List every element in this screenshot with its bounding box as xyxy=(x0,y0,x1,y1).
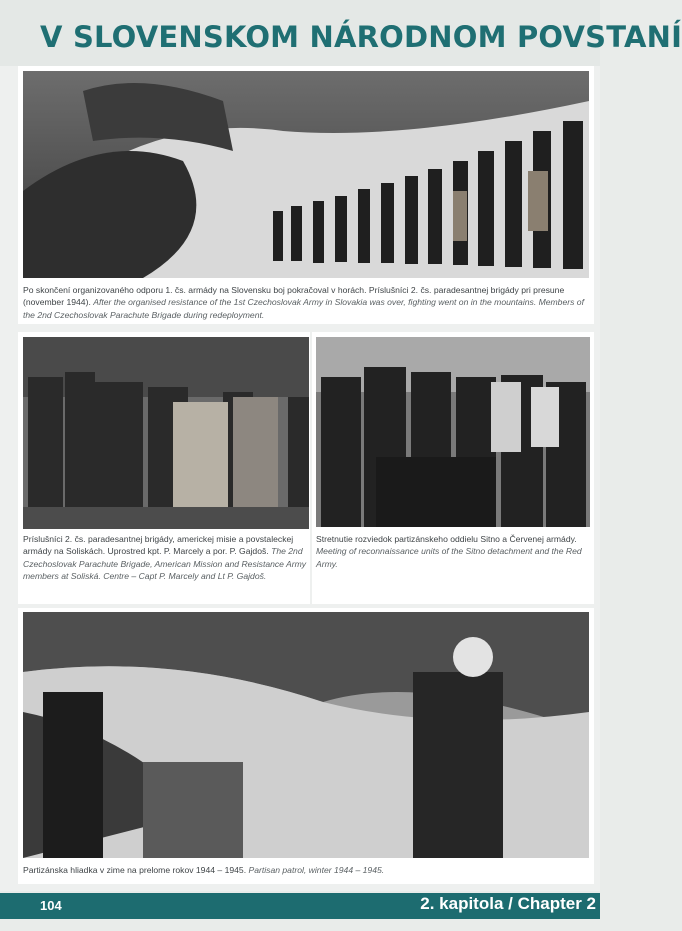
photo-group-soliska xyxy=(23,337,309,529)
photo-reconnaissance xyxy=(316,337,590,527)
caption-2-sk: Príslušníci 2. čs. paradesantnej brigády, americkej misie a povstaleckej armády na Soliskách. Uprostred kpt. P. Marcely a por. P. Gajdoš. xyxy=(23,534,294,557)
caption-4-en: Partisan patrol, winter 1944 – 1945. xyxy=(248,865,385,875)
caption-4-sk: Partizánska hliadka v zime na prelome rokov 1944 – 1945. xyxy=(23,865,247,875)
caption-3-sk: Stretnutie rozviedok partizánskeho oddielu Sitno a Červenej armády. xyxy=(316,534,577,544)
caption-2-en: The 2nd Czechoslovak Parachute Brigade, American Mission and Resistance Army members at Soliská. Centre – Capt P. Marcely and Lt P. Gajdoš. xyxy=(23,546,307,582)
photo-group-soliska-image xyxy=(23,337,309,529)
caption-1 xyxy=(23,284,589,321)
photo-partisan-patrol xyxy=(23,612,589,858)
photo-reconnaissance-image xyxy=(316,337,590,527)
caption-3 xyxy=(316,533,592,570)
page-number: 104 xyxy=(40,898,62,913)
caption-3-en: Meeting of reconnaissance units of the Sitno detachment and the Red Army. xyxy=(316,546,582,569)
page-title: V SLOVENSKOM NÁRODNOM POVSTANÍ xyxy=(40,20,682,54)
caption-2 xyxy=(23,533,309,583)
caption-1-sk: Po skončení organizovaného odporu 1. čs. armády na Slovensku boj pokračoval v horách. Príslušníci 2. čs. paradesantnej brigády pri presune (november 1944). xyxy=(23,285,565,308)
caption-1-en: After the organised resistance of the 1st Czechoslovak Army in Slovakia was over, fighting went on in the mountains. Members of the 2nd Czechoslovak Parachute Brigade during redeployment. xyxy=(23,297,584,320)
photo-partisan-patrol-image xyxy=(23,612,589,858)
photo-column-in-snow-image xyxy=(23,71,589,278)
caption-4 xyxy=(23,864,589,876)
photo-column-in-snow xyxy=(23,71,589,278)
chapter-label: 2. kapitola / Chapter 2 xyxy=(420,894,596,913)
